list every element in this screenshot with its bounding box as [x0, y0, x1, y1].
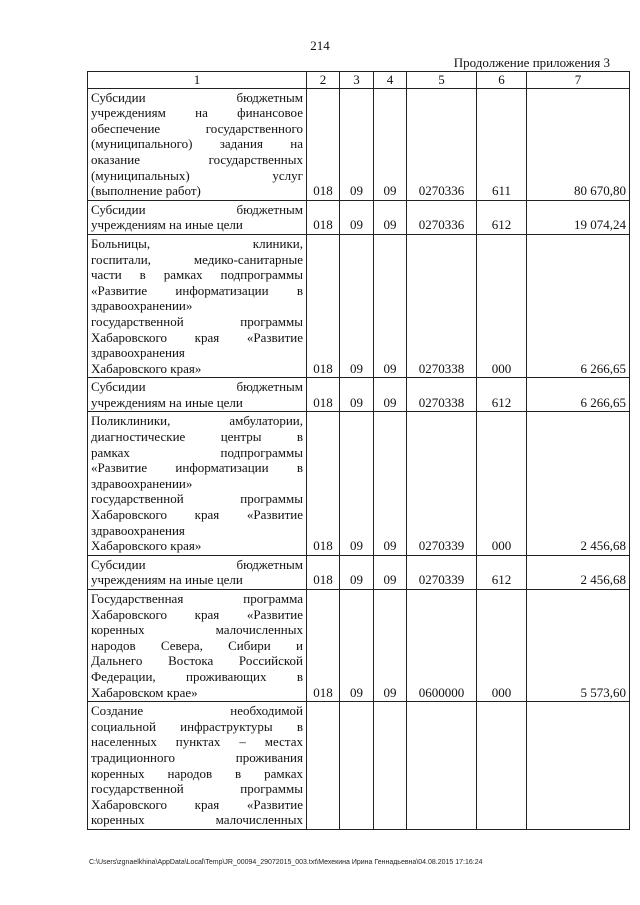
column-header: 5	[407, 72, 477, 89]
description-line: Хабаровского края «Развитие	[91, 606, 303, 622]
budget-table	[87, 71, 630, 830]
subsection-cell: 09	[374, 378, 407, 412]
column-header: 1	[88, 72, 307, 89]
section-cell: 09	[340, 590, 374, 702]
column-header: 6	[477, 72, 527, 89]
description-line: Субсидии бюджетным	[91, 556, 303, 572]
description-line: Создание необходимой	[91, 703, 303, 719]
continuation-label: Продолжение приложения 3	[453, 55, 610, 70]
subsection-cell: 09	[374, 200, 407, 234]
table-row	[88, 234, 630, 377]
column-header: 3	[340, 72, 374, 89]
table-row	[88, 412, 630, 555]
description-line: традиционного проживания	[91, 749, 303, 765]
table-row	[88, 88, 630, 200]
code-cell: 018	[307, 88, 340, 200]
expense-type-cell	[477, 702, 527, 830]
file-path-footer: C:\Users\zgnaelkhina\AppData\Local\Temp\JR_00094_29072015_003.txt\Мехекина Ирина Геннадьевна\04.08.2015 17:16:24	[89, 859, 483, 866]
column-header: 7	[527, 72, 630, 89]
section-cell: 09	[340, 234, 374, 377]
column-header: 4	[374, 72, 407, 89]
subsection-cell: 09	[374, 412, 407, 555]
row-description	[88, 555, 307, 589]
row-description	[88, 234, 307, 377]
description-line: Хабаровского края «Развитие	[91, 796, 303, 812]
row-description	[88, 412, 307, 555]
description-line: Больницы, клиники,	[91, 235, 303, 251]
page-number: 214	[310, 38, 330, 53]
table-row	[88, 378, 630, 412]
expense-type-cell: 612	[477, 200, 527, 234]
section-cell: 09	[340, 88, 374, 200]
subsection-cell: 09	[374, 234, 407, 377]
description-line: коренных малочисленных	[91, 622, 303, 638]
description-line: здравоохранения	[91, 522, 185, 538]
row-description	[88, 590, 307, 702]
amount-cell: 6 266,65	[527, 378, 630, 412]
code-cell: 018	[307, 378, 340, 412]
description-line: (муниципального) задания на	[91, 136, 303, 152]
description-line: оказание государственных	[91, 151, 303, 167]
description-line: обеспечение государственного	[91, 120, 303, 136]
target-code-cell: 0270336	[407, 200, 477, 234]
code-cell: 018	[307, 200, 340, 234]
description-line: Хабаровского края «Развитие	[91, 507, 303, 523]
row-description	[88, 378, 307, 412]
description-line: социальной инфраструктуры в	[91, 718, 303, 734]
table-row	[88, 590, 630, 702]
expense-type-cell: 612	[477, 555, 527, 589]
amount-cell: 5 573,60	[527, 590, 630, 702]
code-cell	[307, 702, 340, 830]
description-line: учреждениям на финансовое	[91, 105, 303, 121]
description-line: народов Севера, Сибири и	[91, 637, 303, 653]
description-line: здравоохранении»	[91, 298, 193, 314]
target-code-cell: 0270338	[407, 234, 477, 377]
description-line: Хабаровского края»	[91, 538, 202, 554]
expense-type-cell: 000	[477, 412, 527, 555]
code-cell: 018	[307, 234, 340, 377]
description-line: государственной программы	[91, 313, 303, 329]
target-code-cell: 0270336	[407, 88, 477, 200]
description-line: рамках подпрограммы	[91, 444, 303, 460]
row-description	[88, 702, 307, 830]
target-code-cell: 0270339	[407, 555, 477, 589]
amount-cell	[527, 702, 630, 830]
expense-type-cell: 000	[477, 590, 527, 702]
section-cell: 09	[340, 412, 374, 555]
target-code-cell	[407, 702, 477, 830]
row-description	[88, 88, 307, 200]
description-line: Хабаровского края»	[91, 360, 202, 376]
description-line: Поликлиники, амбулатории,	[91, 413, 303, 429]
code-cell: 018	[307, 412, 340, 555]
subsection-cell: 09	[374, 555, 407, 589]
subsection-cell: 09	[374, 590, 407, 702]
description-line: коренных народов в рамках	[91, 765, 303, 781]
table-row	[88, 702, 630, 830]
description-line: «Развитие информатизации в	[91, 282, 303, 298]
description-line: здравоохранения	[91, 345, 185, 361]
description-line: Субсидии бюджетным	[91, 379, 303, 395]
description-line: диагностические центры в	[91, 429, 303, 445]
description-line: Субсидии бюджетным	[91, 89, 303, 105]
row-description	[88, 200, 307, 234]
section-cell	[340, 702, 374, 830]
code-cell: 018	[307, 555, 340, 589]
section-cell: 09	[340, 555, 374, 589]
subsection-cell	[374, 702, 407, 830]
description-line: государственной программы	[91, 491, 303, 507]
amount-cell: 2 456,68	[527, 412, 630, 555]
description-line: населенных пунктах – местах	[91, 734, 303, 750]
amount-cell: 6 266,65	[527, 234, 630, 377]
description-line: государственной программы	[91, 781, 303, 797]
description-line: учреждениям на иные цели	[91, 217, 243, 233]
description-line: Субсидии бюджетным	[91, 201, 303, 217]
target-code-cell: 0270338	[407, 378, 477, 412]
target-code-cell: 0270339	[407, 412, 477, 555]
description-line: госпитали, медико-санитарные	[91, 251, 303, 267]
description-line: Государственная программа	[91, 591, 303, 606]
table-header-row	[88, 72, 630, 89]
code-cell: 018	[307, 590, 340, 702]
description-line: Федерации, проживающих в	[91, 668, 303, 684]
description-line: Дальнего Востока Российской	[91, 653, 303, 669]
description-line: части в рамках подпрограммы	[91, 267, 303, 283]
target-code-cell: 0600000	[407, 590, 477, 702]
amount-cell: 19 074,24	[527, 200, 630, 234]
table-row	[88, 555, 630, 589]
description-line: «Развитие информатизации в	[91, 460, 303, 476]
amount-cell: 80 670,80	[527, 88, 630, 200]
description-line: учреждениям на иные цели	[91, 394, 243, 410]
description-line: коренных малочисленных	[91, 812, 303, 828]
description-line: здравоохранении»	[91, 475, 193, 491]
description-line: учреждениям на иные цели	[91, 572, 243, 588]
table-row	[88, 200, 630, 234]
description-line: Хабаровского края «Развитие	[91, 329, 303, 345]
section-cell: 09	[340, 200, 374, 234]
amount-cell: 2 456,68	[527, 555, 630, 589]
description-line: (муниципальных) услуг	[91, 167, 303, 183]
subsection-cell: 09	[374, 88, 407, 200]
expense-type-cell: 000	[477, 234, 527, 377]
description-line: (выполнение работ)	[91, 183, 201, 199]
column-header: 2	[307, 72, 340, 89]
section-cell: 09	[340, 378, 374, 412]
expense-type-cell: 611	[477, 88, 527, 200]
description-line: Хабаровском крае»	[91, 684, 198, 700]
expense-type-cell: 612	[477, 378, 527, 412]
